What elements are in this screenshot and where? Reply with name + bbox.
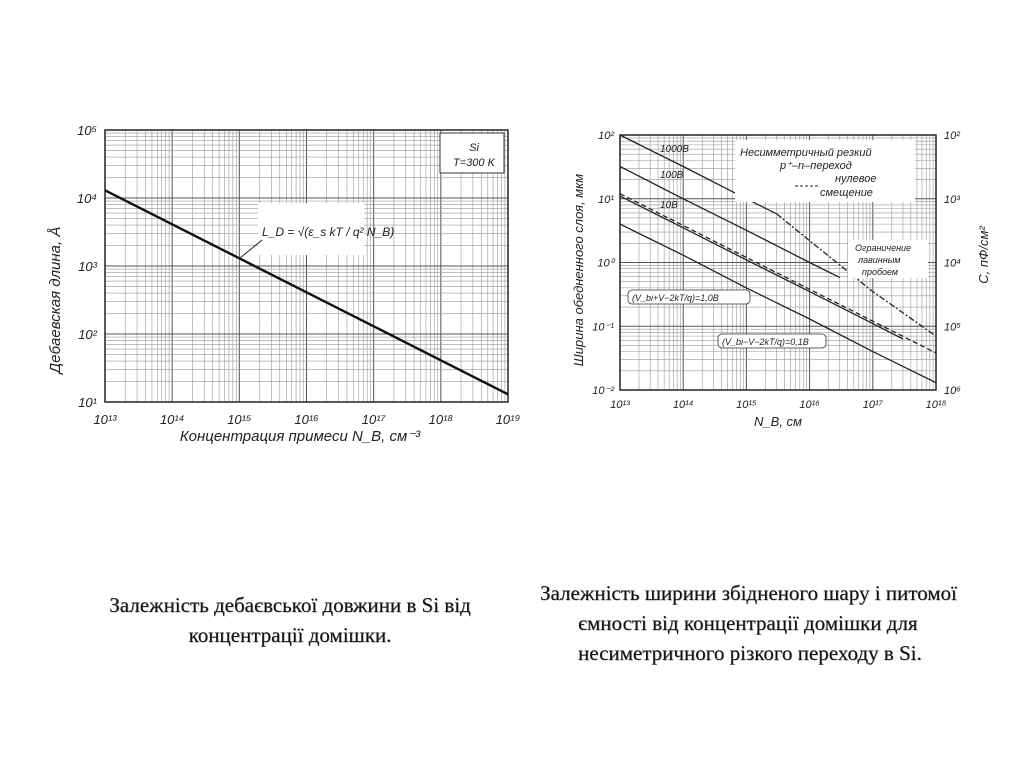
left-x-tick-label: 10¹⁴	[159, 412, 185, 427]
right-legend-line-3: нулевое	[835, 173, 877, 185]
series-label-100v: 100В	[660, 170, 684, 181]
avalanche-label-1: Ограничение	[855, 243, 912, 253]
left-x-ticks	[93, 412, 520, 427]
right-y2-tick-label: 10⁴	[944, 257, 961, 270]
formula-text: L_D = √(ε_s kT / q² N_B)	[262, 225, 395, 239]
left-y-tick-label: 10¹	[78, 395, 97, 410]
left-legend-line-1: Si	[469, 142, 479, 154]
left-y-tick-label: 10³	[78, 259, 97, 274]
right-x-tick-label: 10¹³	[610, 399, 630, 411]
right-x-tick-label: 10¹⁶	[799, 399, 820, 411]
v01-annotation: (V_bi−V−2kT/q)=0,1В	[722, 337, 809, 347]
series-label-1000v: 1000В	[660, 144, 689, 155]
left-x-tick-label: 10¹⁵	[227, 412, 252, 427]
right-y2-axis-label: C, пФ/см²	[976, 226, 991, 284]
left-x-axis-label: Концентрация примеси N_B, см⁻³	[179, 428, 421, 445]
right-y2-tick-label: 10⁵	[944, 321, 961, 334]
right-x-tick-label: 10¹⁵	[736, 399, 757, 411]
caption-debye-length: Залежність дебаєвської довжини в Si від концентрації домішки.	[109, 593, 471, 647]
left-x-tick-label: 10¹⁹	[495, 412, 521, 427]
right-chart	[571, 130, 991, 429]
right-x-tick-label: 10¹⁴	[672, 399, 694, 411]
right-y-tick-label: 10²	[598, 130, 614, 142]
right-y2-tick-label: 10⁶	[944, 385, 961, 397]
left-y-ticks	[77, 123, 98, 410]
right-x-tick-label: 10¹⁷	[862, 399, 883, 411]
right-y2-tick-label: 10³	[944, 193, 960, 206]
v1-annotation: (V_bi+V−2kT/q)=1,0В	[632, 293, 719, 303]
left-x-tick-label: 10¹³	[93, 412, 117, 427]
right-y-tick-label: 10¹	[598, 193, 614, 206]
right-legend-line-4: смещение	[820, 187, 873, 199]
left-y-axis-label: Дебаевская длина, Å	[47, 226, 64, 374]
caption-depletion-width: Залежність ширини збідненого шару і питомої ємності від концентрації домішки для несиметричного різкого переходу в Si.	[540, 581, 957, 665]
series-label-10v: 10В	[660, 200, 678, 211]
right-y2-ticks	[944, 130, 961, 397]
right-y-axis-label: Ширина обедненного слоя, мкм	[571, 173, 586, 367]
left-y-tick-label: 10⁵	[77, 123, 97, 138]
avalanche-label-2: лавинным	[858, 255, 901, 265]
right-legend-line-2: p⁺–n–переход	[780, 160, 852, 172]
left-chart	[47, 123, 520, 445]
left-y-tick-label: 10⁴	[76, 191, 97, 206]
left-x-tick-label: 10¹⁷	[361, 412, 386, 427]
left-x-tick-label: 10¹⁸	[428, 412, 454, 427]
right-y2-tick-label: 10²	[944, 130, 960, 142]
right-y-tick-label: 10⁻¹	[592, 321, 614, 334]
right-y-tick-label: 10⁰	[597, 257, 614, 270]
right-legend-line-1: Несимметричный резкий	[740, 147, 872, 159]
right-y-ticks	[592, 130, 615, 397]
right-x-tick-label: 10¹⁸	[925, 399, 947, 411]
left-x-tick-label: 10¹⁶	[294, 412, 319, 427]
left-y-tick-label: 10²	[78, 327, 97, 342]
right-x-ticks	[610, 399, 946, 411]
avalanche-label-3: пробоем	[862, 267, 899, 277]
right-x-axis-label: N_B, см	[754, 414, 802, 429]
left-legend-line-2: T=300 K	[453, 157, 495, 169]
right-y-tick-label: 10⁻²	[592, 385, 614, 397]
